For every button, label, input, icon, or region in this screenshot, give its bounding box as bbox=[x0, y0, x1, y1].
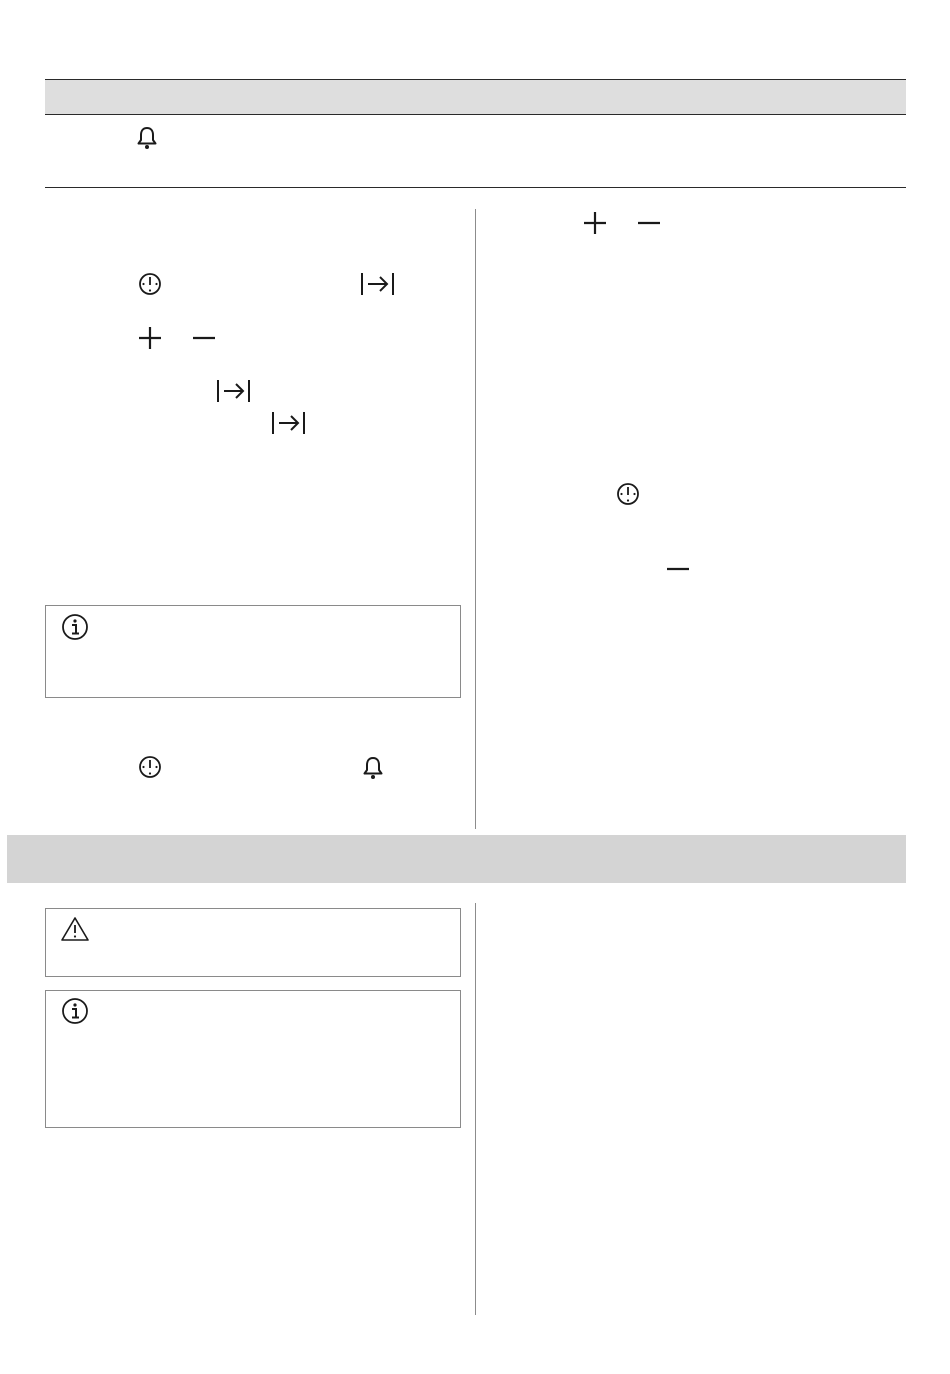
table-header bbox=[45, 79, 906, 115]
column-divider bbox=[475, 903, 476, 1315]
warning-icon bbox=[60, 916, 90, 942]
bell-icon bbox=[136, 126, 158, 150]
info-note-box bbox=[45, 990, 461, 1128]
info-note-box bbox=[45, 605, 461, 698]
minus-icon bbox=[665, 556, 691, 582]
section-header-bar bbox=[7, 835, 906, 883]
plus-icon bbox=[582, 210, 608, 236]
bell-icon bbox=[362, 756, 384, 780]
arrow-to-bar-icon bbox=[271, 410, 307, 436]
clock-icon bbox=[138, 272, 162, 296]
table-bottom-rule bbox=[45, 187, 906, 188]
minus-icon bbox=[636, 210, 662, 236]
clock-icon bbox=[138, 755, 162, 779]
warning-note-box bbox=[45, 908, 461, 977]
arrow-to-bar-icon bbox=[360, 271, 396, 297]
arrow-to-bar-icon bbox=[216, 378, 252, 404]
clock-icon bbox=[616, 482, 640, 506]
info-icon bbox=[61, 613, 89, 641]
plus-icon bbox=[137, 325, 163, 351]
minus-icon bbox=[191, 325, 217, 351]
column-divider bbox=[475, 209, 476, 829]
info-icon bbox=[61, 997, 89, 1025]
